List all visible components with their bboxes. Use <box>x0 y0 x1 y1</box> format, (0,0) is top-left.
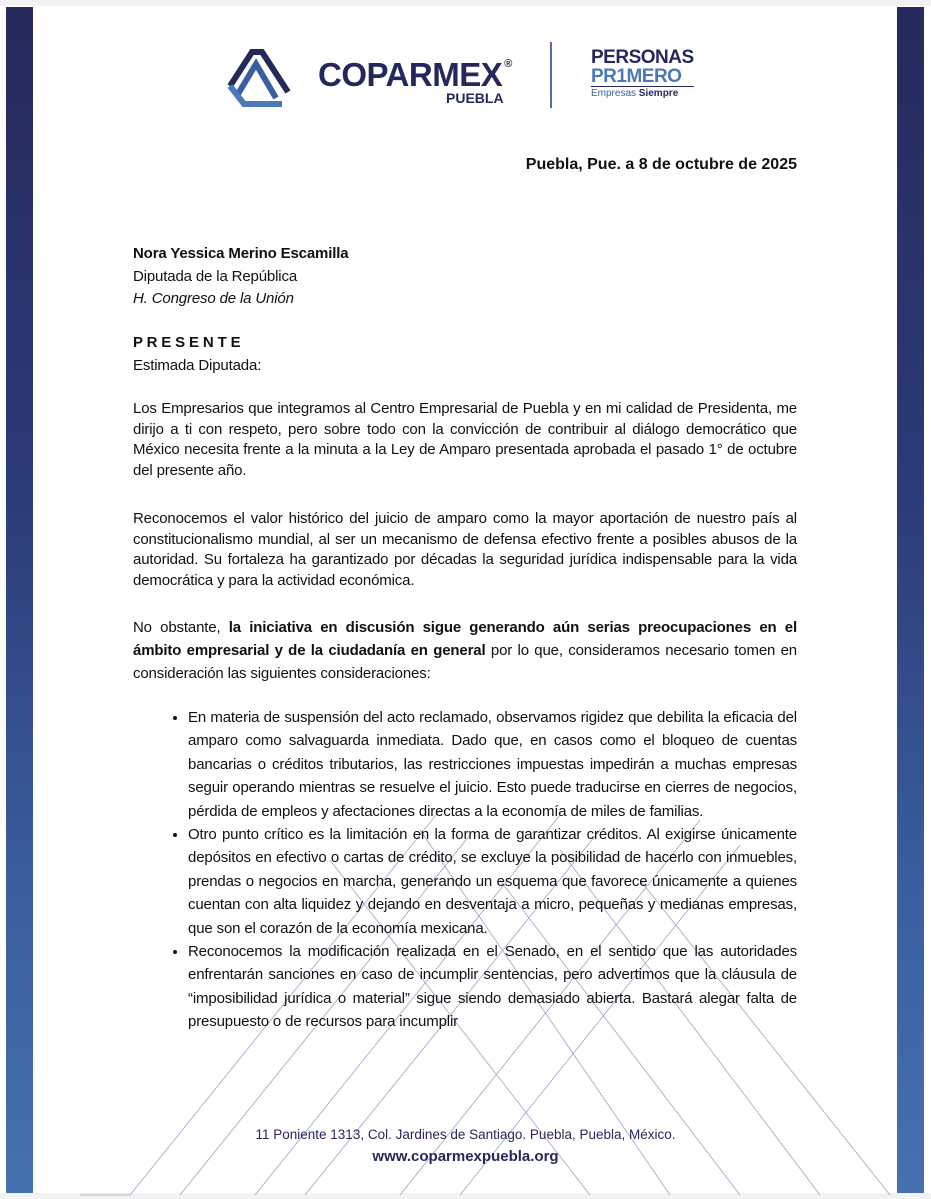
paragraph-3: No obstante, la iniciativa en discusión sigue generando aún serias preocupaciones en el ámbito empresarial y de la ciudadanía en general por lo que, consideramos necesario tomen en consideración las siguientes consideraciones: <box>133 619 797 682</box>
list-item: • En materia de suspensión del acto reclamado, observamos rigidez que debilita la eficacia del amparo como salvaguarda inmediata. Dado que, en casos como el bloqueo de cuentas bancarias o créditos tributarios, las restricciones impuestas impedirán a muchas empresas seguir operando mientras se resuelve el juicio. Esto puede traducirse en cierres de negocios, pérdida de empleos y afectaciones directas a la economía de miles de familias. <box>188 706 797 823</box>
recipient-name: Nora Yessica Merino Escamilla <box>133 245 349 262</box>
recipient-block <box>133 243 797 311</box>
footer-website[interactable]: www.coparmexpuebla.org <box>372 1148 559 1165</box>
right-decorative-bar <box>897 7 924 1193</box>
salutation: Estimada Diputada: <box>133 357 262 374</box>
registered-mark: ® <box>504 58 512 70</box>
paragraph-2: Reconocemos el valor histórico del juicio de amparo como la mayor aportación de nuestro país al constitucionalismo mundial, al ser un mecanismo de defensa efectivo frente a posibles abusos de la autoridad. Su fortaleza ha garantizado por décadas la seguridad jurídica indispensable para la vida democrática y para la actividad económica. <box>133 510 797 589</box>
emphasis-text: la iniciativa en discusión sigue generando aún serias preocupaciones en el ámbito empresarial y de la ciudadanía en general <box>133 619 797 659</box>
greeting-block <box>133 331 797 377</box>
header-logos <box>226 42 706 112</box>
coparmex-triangle-logo-icon <box>226 46 294 108</box>
recipient-institution: H. Congreso de la Unión <box>133 290 294 307</box>
presente-heading: P R E S E N T E <box>133 334 241 351</box>
left-decorative-bar <box>6 7 33 1193</box>
recipient-position: Diputada de la República <box>133 267 298 285</box>
coparmex-wordmark: COPARMEX ® <box>318 56 512 93</box>
list-item: • Reconocemos la modificación realizada en el Senado, en el sentido que las autoridades enfrentarán sanciones en caso de incumplir sentencias, pero advertimos que la cláusula de “imposibilidad jurídica o material” sigue siendo demasiado abierta. Bastará alegar falta de presupuesto o de recursos para incumplir <box>188 940 797 1034</box>
letter-date: Puebla, Pue. a 8 de octubre de 2025 <box>525 156 797 173</box>
personas-primero-logo: PERSONAS PR1MERO Empresas Siempre <box>591 47 694 99</box>
logo-divider <box>550 42 552 108</box>
paragraph-1: Los Empresarios que integramos al Centro Empresarial de Puebla y en mi calidad de Presidenta, me dirijo a ti con respeto, pero sobre todo con la convicción de contribuir al diálogo democrático que México necesita frente a la minuta a la Ley de Amparo presentada aprobada el pasado 1° de octubre del presente año. <box>133 400 797 479</box>
footer-address: 11 Poniente 1313, Col. Jardines de Santiago. Puebla, Puebla, México. <box>255 1127 676 1142</box>
considerations-list <box>133 706 797 1034</box>
logo-subtitle: PUEBLA <box>446 90 504 106</box>
list-item: • Otro punto crítico es la limitación en la forma de garantizar créditos. Al exigirse únicamente depósitos en efectivo o cartas de crédito, se excluye la posibilidad de hacerlo con inmuebles, prendas o negocios en marcha, generando un esquema que favorece únicamente a quienes cuentan con alta liquidez y dejando en desventaja a micro, pequeñas y medianas empresas, que son el corazón de la economía mexicana. <box>188 823 797 940</box>
